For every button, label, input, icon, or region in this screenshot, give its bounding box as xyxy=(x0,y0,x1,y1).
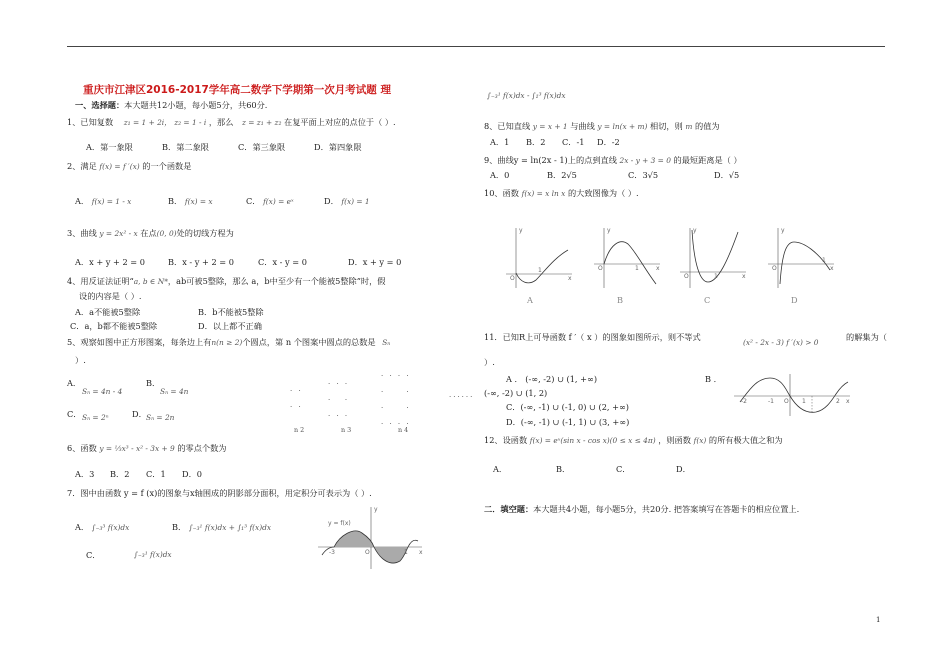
q10-expr: f(x) = x ln x xyxy=(521,189,566,198)
q6-expr: y = ⅓x³ - x² - 3x + 9 xyxy=(99,444,175,453)
section2-header xyxy=(484,505,799,514)
svg-text:y: y xyxy=(693,227,697,234)
q5-line1: 5、观察如图中正方形图案，每条边上有n(n ≥ 2)个圆点，第 n 个图案中圆点的总数是 Sₙ xyxy=(67,337,391,347)
q9-option-d: D．√5 xyxy=(714,170,740,180)
q3-stem-line xyxy=(67,229,234,238)
q9-option-a: A．0 xyxy=(490,170,510,180)
q5-fig-label-1: n 2 xyxy=(294,426,305,434)
svg-text:1: 1 xyxy=(822,257,826,264)
q4-line2: 设的内容是（ ）. xyxy=(79,291,142,301)
q10-label-d: D xyxy=(791,295,798,305)
q1-z2: z₂ = 1 - i xyxy=(174,118,207,127)
svg-text:y: y xyxy=(519,227,523,234)
q5-option-a: A． xyxy=(67,378,82,388)
section2-desc: 本大题共4小题，每小题5分，共20分. 把答案填写在答题卡的相应位置上. xyxy=(533,504,800,514)
q8-curve: y = ln(x + m) xyxy=(597,122,648,131)
q5-line2: ）. xyxy=(75,355,86,365)
section1-heading: 一、选择题： xyxy=(75,100,125,110)
q2-tail: 的一个函数是 xyxy=(142,161,192,171)
svg-text:O: O xyxy=(510,275,515,282)
svg-text:O: O xyxy=(784,398,789,405)
q5-figure-1: · · · · xyxy=(290,387,303,411)
header-rule xyxy=(67,46,885,47)
q10-stem-line: 10、函数 f(x) = x ln x 的大致图像为（ ）. xyxy=(484,188,639,198)
q10-label-b: B xyxy=(617,295,624,305)
q6-option-a: A．3 xyxy=(75,469,95,479)
q10-graph-c xyxy=(676,224,748,290)
q1-stem: 1、已知复数 xyxy=(67,117,114,127)
q8-option-a: A．1 xyxy=(490,137,510,147)
q3-option-a: A．x + y + 2 = 0 xyxy=(75,257,145,267)
q2-stem: 2、满足 xyxy=(67,161,97,171)
q7-fig-o: O xyxy=(365,549,370,556)
q3-option-c: C．x - y = 0 xyxy=(258,257,307,267)
q11-option-b: B ． xyxy=(705,374,722,384)
q6-option-b: B．2 xyxy=(110,469,130,479)
q8-line: y = x + 1 xyxy=(532,122,568,131)
q7-option-a: A． ∫₋₃³ f(x)dx xyxy=(75,522,130,532)
q10-graph-d xyxy=(764,224,836,290)
svg-text:-1: -1 xyxy=(768,398,774,405)
q2-option-c: C． f(x) = eˣ xyxy=(246,196,294,206)
q7-figure xyxy=(316,503,426,573)
q2-stem-line xyxy=(67,162,191,171)
q11-option-a: A ． (-∞, -2) ∪ (1, +∞) xyxy=(506,374,598,384)
q1-mid: ，那么 xyxy=(208,117,234,127)
svg-text:x: x xyxy=(568,275,572,282)
svg-text:y: y xyxy=(781,227,785,234)
q5-option-c-expr: Sₙ = 2ⁿ xyxy=(82,413,109,422)
q11-option-d: D．(-∞, -1) ∪ (-1, 1) ∪ (3, +∞) xyxy=(506,417,630,427)
q4-option-c: C．a，b都不能被5整除 xyxy=(70,321,158,331)
q3-point: (0, 0) xyxy=(156,229,177,238)
q12-option-c: C． xyxy=(616,464,631,474)
svg-text:x: x xyxy=(830,265,834,272)
q7-fig-neg3: -3 xyxy=(329,549,335,556)
q9-line: 2x - y + 3 = 0 xyxy=(619,156,671,165)
svg-text:x: x xyxy=(742,273,746,280)
q7-option-c-expr: ∫₋₃¹ f(x)dx xyxy=(134,550,172,559)
svg-text:x: x xyxy=(846,398,850,405)
q7-fig-y: y xyxy=(374,506,378,513)
q10-label-a: A xyxy=(527,295,533,305)
q12-fx: f(x) xyxy=(693,436,707,445)
q7-fig-x: x xyxy=(419,549,423,556)
q1-option-b: B．第二象限 xyxy=(162,142,209,152)
q11-stem-line: 11．已知R上可导函数 f ′（ x ）的图象如图所示，则不等式 xyxy=(484,332,701,342)
q5-sn: Sₙ xyxy=(382,338,391,347)
q3-option-b: B．x - y + 2 = 0 xyxy=(168,257,234,267)
q10-label-c: C xyxy=(704,295,711,305)
q4-option-d: D．以上都不正确 xyxy=(198,321,262,331)
q7-option-b: B． ∫₋₃¹ f(x)dx + ∫₁³ f(x)dx xyxy=(172,522,272,532)
q1-option-c: C．第三象限 xyxy=(238,142,286,152)
page-title: 重庆市江津区2016-2017学年高二数学下学期第一次月考试题 理 xyxy=(83,84,391,96)
q10-graph-b xyxy=(590,224,662,290)
q2-option-d: D． f(x) = 1 xyxy=(324,196,370,206)
q1-option-a: A．第一象限 xyxy=(86,142,133,152)
page-number: 1 xyxy=(876,616,881,624)
q4-cond: a, b ∈ N* xyxy=(133,277,168,286)
section1-header xyxy=(75,101,267,110)
q1-stem-line: 1、已知复数 z₁ = 1 + 2i， z₂ = 1 - i ，那么 z = z₁ + z₂ 在复平面上对应的点位于（ ）. xyxy=(67,117,396,127)
q1-option-d: D．第四象限 xyxy=(314,142,362,152)
q11-tail: 的解集为（ xyxy=(846,332,887,342)
svg-text:x: x xyxy=(656,265,660,272)
q5-fig-label-2: n 3 xyxy=(341,426,352,434)
q2-option-b: B． f(x) = x xyxy=(168,196,213,206)
q5-option-c: C． xyxy=(67,409,82,419)
q7-option-d-expr: ∫₋₃¹ f(x)dx - ∫₁³ f(x)dx xyxy=(487,91,566,100)
q5-figure-ellipsis: ······ xyxy=(449,393,475,401)
q3-option-d: D．x + y = 0 xyxy=(348,257,402,267)
q5-option-b-expr: Sₙ = 4n xyxy=(160,387,189,396)
q1-tail: 在复平面上对应的点位于（ ）. xyxy=(284,117,396,127)
svg-text:y: y xyxy=(607,227,611,234)
svg-text:1: 1 xyxy=(635,265,639,272)
q4-line1: 4、用反证法证明“a, b ∈ N*，ab可被5整除，那么 a，b中至少有一个能被5整除”时，假 xyxy=(67,276,386,286)
q3-tail: 处的切线方程为 xyxy=(176,228,234,238)
q2-option-a: A． f(x) = 1 - x xyxy=(75,196,132,206)
q12-option-a: A． xyxy=(493,464,508,474)
svg-text:-2: -2 xyxy=(741,398,747,405)
q8-option-d: D．-2 xyxy=(597,137,620,147)
q5-option-a-expr: Sₙ = 4n - 4 xyxy=(82,387,123,396)
svg-text:O: O xyxy=(684,273,689,280)
q12-option-d: D． xyxy=(676,464,691,474)
q9-option-c: C．3√5 xyxy=(628,170,659,180)
q9-stem-line: 9、曲线y = ln(2x - 1)上的点到直线 2x - y + 3 = 0 的最短距离是（ ） xyxy=(484,155,742,165)
svg-text:1: 1 xyxy=(802,398,806,405)
q7-fig-one: 1 xyxy=(404,549,408,556)
section2-heading: 二．填空题： xyxy=(484,504,534,514)
q5-figure-3: · · · · · · · · · · · · xyxy=(381,372,411,428)
q6-stem-line: 6、函数 y = ⅓x³ - x² - 3x + 9 的零点个数为 xyxy=(67,443,227,453)
svg-text:2: 2 xyxy=(836,398,840,405)
q5-option-b: B． xyxy=(146,378,161,388)
q11-option-b-expr: (-∞, -2) ∪ (1, 2) xyxy=(484,388,548,398)
q3-stem: 3、曲线 xyxy=(67,228,97,238)
q6-option-c: C．1 xyxy=(146,469,166,479)
q9-option-b: B．2√5 xyxy=(547,170,577,180)
svg-text:1: 1 xyxy=(714,273,718,280)
q1-z: z = z₁ + z₂ xyxy=(242,118,282,127)
svg-text:O: O xyxy=(772,265,777,272)
q12-expr: f(x) = eˣ(sin x - cos x)(0 ≤ x ≤ 4π) xyxy=(529,436,656,445)
q12-option-b: B． xyxy=(556,464,571,474)
q11-ineq: (x² - 2x - 3) f ′(x) > 0 xyxy=(743,338,819,347)
svg-text:1: 1 xyxy=(538,267,542,274)
q5-option-d-expr: Sₙ = 2n xyxy=(146,413,175,422)
q11-option-c: C．(-∞, -1) ∪ (-1, 0) ∪ (2, +∞) xyxy=(506,402,630,412)
q8-stem-line: 8、已知直线 y = x + 1 与曲线 y = ln(x + m) 相切，则 m 的值为 xyxy=(484,121,720,131)
q5-fig-label-3: n 4 xyxy=(398,426,409,434)
q11-figure xyxy=(732,372,854,418)
q5-figure-2: · · · · · · · · xyxy=(328,380,350,420)
q7-option-c-label: C． xyxy=(86,550,101,560)
q10-graph-a xyxy=(502,224,574,290)
q8-option-b: B．2 xyxy=(526,137,546,147)
q11-line2: ）. xyxy=(484,357,495,367)
q6-option-d: D．0 xyxy=(182,469,202,479)
q3-mid: 在点 xyxy=(140,228,157,238)
q1-z1: z₁ = 1 + 2i xyxy=(123,118,165,127)
q5-cond: n(n ≥ 2) xyxy=(211,338,243,347)
q4-option-b: B．b不能被5整除 xyxy=(198,307,264,317)
q7-fig-func: y = f(x) xyxy=(328,520,351,527)
q5-option-d: D． xyxy=(132,409,147,419)
q12-stem-line: 12、设函数 f(x) = eˣ(sin x - cos x)(0 ≤ x ≤ 4π) ，则函数 f(x) 的所有极大值之和为 xyxy=(484,435,783,445)
q7-stem: 7．图中由函数 y = f (x)的图象与x轴围成的阴影部分面积，用定积分可表示为（ ）. xyxy=(67,488,372,498)
section1-desc: 本大题共12小题，每小题5分，共60分. xyxy=(124,100,268,110)
q4-option-a: A．a不能被5整除 xyxy=(75,307,141,317)
q8-m: m xyxy=(685,122,693,131)
q3-curve: y = 2x² - x xyxy=(99,229,138,238)
q2-cond: f(x) = f ′(x) xyxy=(99,162,140,171)
q8-option-c: C．-1 xyxy=(562,137,585,147)
svg-text:O: O xyxy=(598,265,603,272)
